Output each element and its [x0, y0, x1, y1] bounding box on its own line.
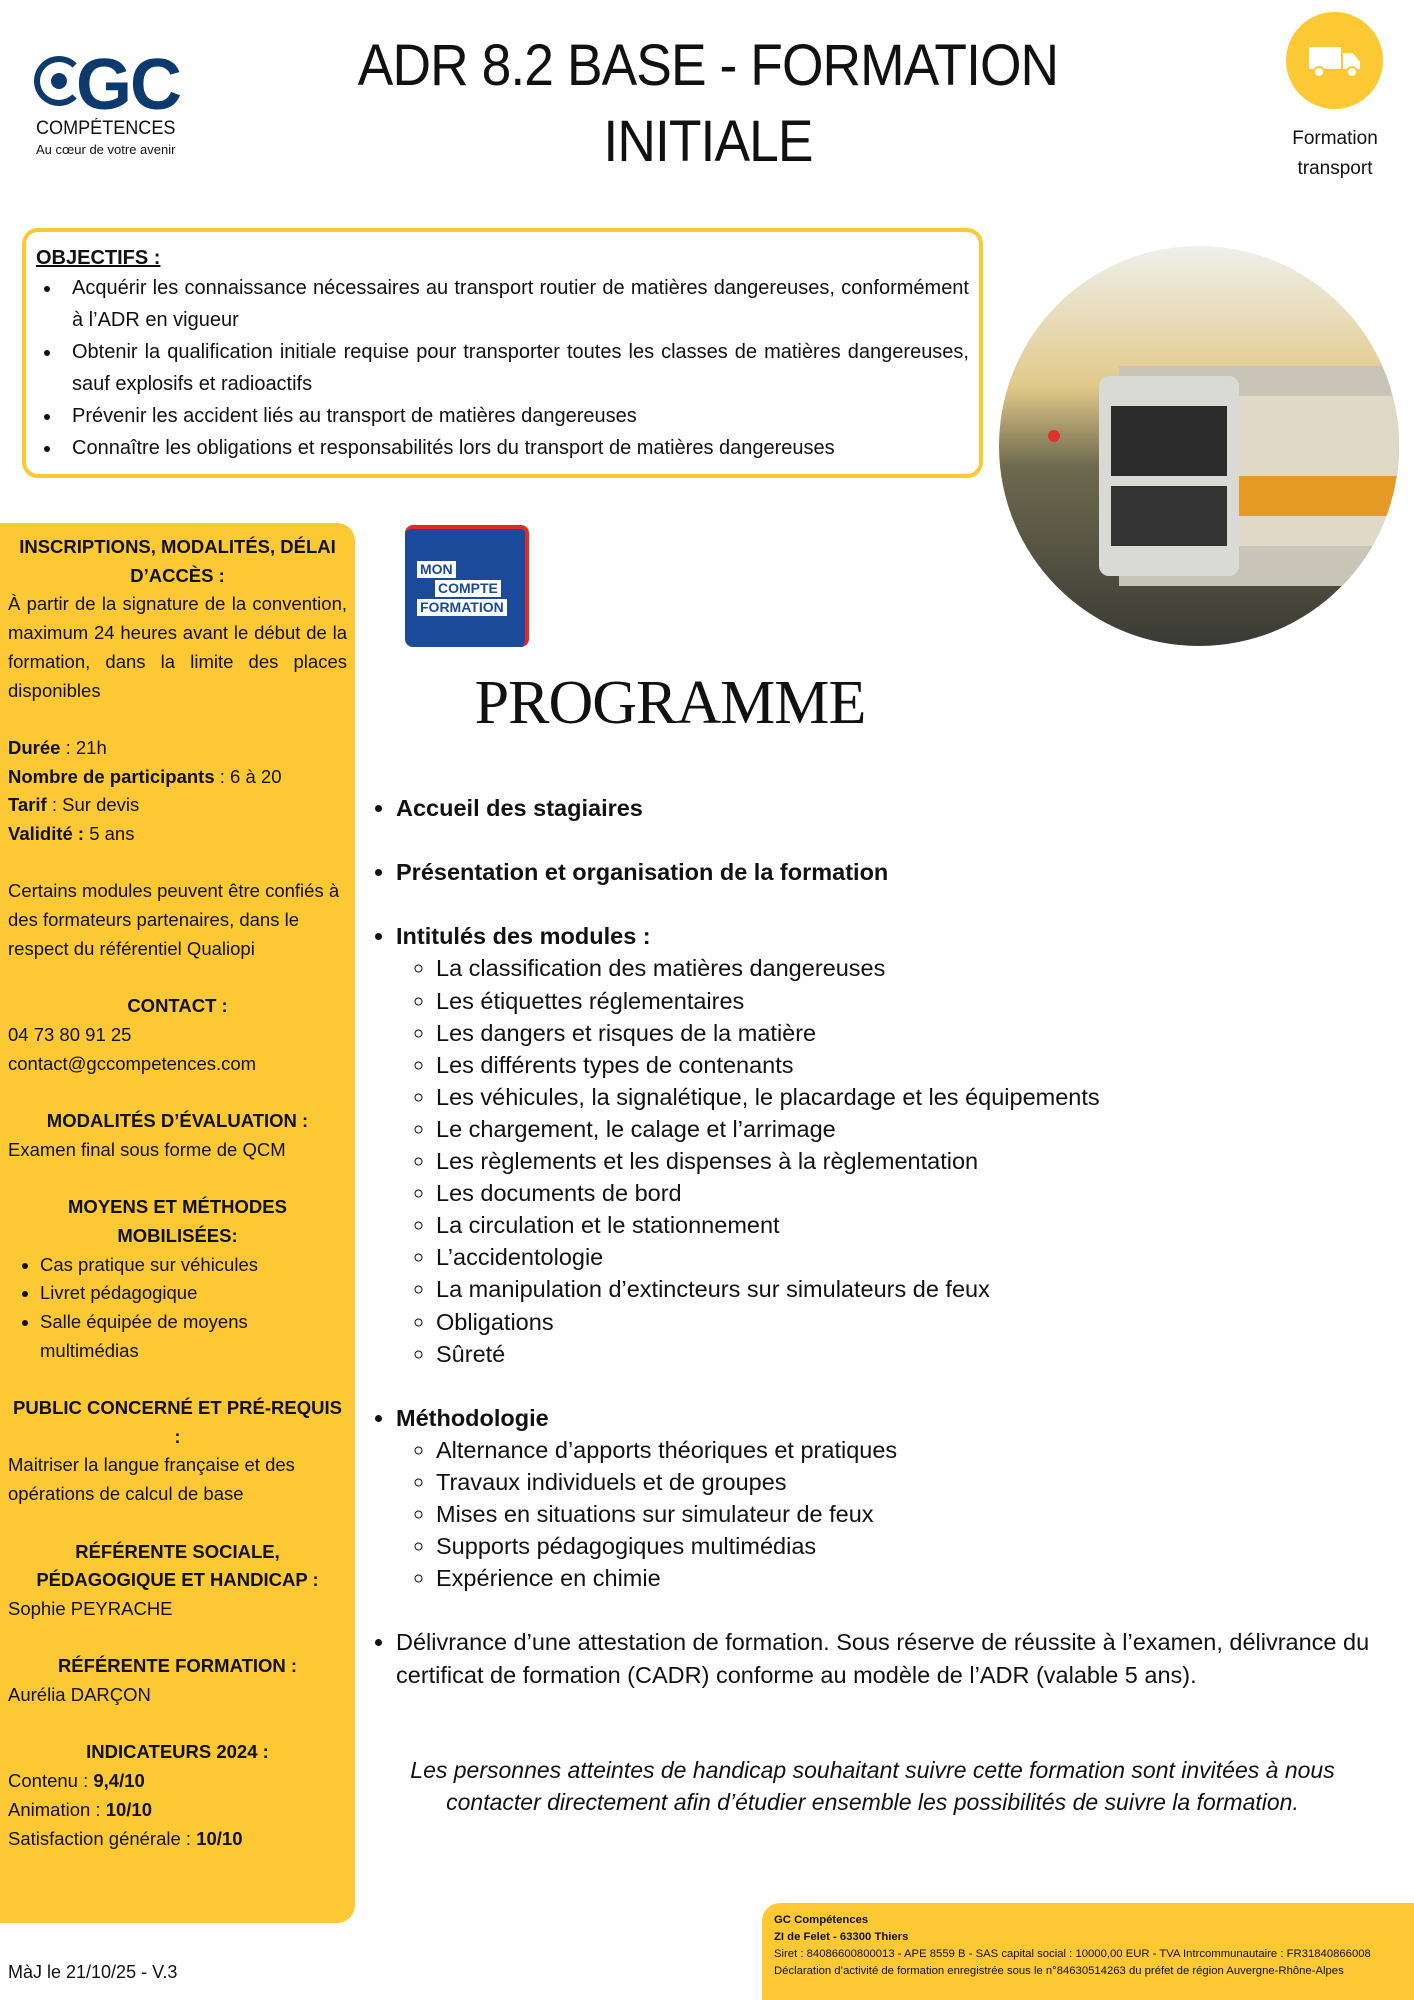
inscriptions-text: À partir de la signature de la convention, maximum 24 heures avant le début de la formation, dans la limite des places disponibles — [8, 593, 347, 701]
modules-item: ◦ Le chargement, le calage et l’arrimage — [436, 1113, 1406, 1145]
modules-item: ◦ L’accidentologie — [436, 1241, 1406, 1273]
gc-competences-logo — [32, 45, 217, 162]
truck-icon — [1286, 12, 1383, 109]
ref-formation-title: RÉFÉRENTE FORMATION : — [57, 1655, 298, 1677]
version-label: MàJ le 21/10/25 - V.3 — [8, 1962, 178, 1982]
contact-title: CONTACT : — [127, 995, 228, 1017]
indicator-contenu: Contenu : 9,4/10 — [8, 1770, 145, 1792]
moyens-item: • Salle équipée de moyens multimédias — [40, 1308, 347, 1365]
public-title: PUBLIC CONCERNÉ ET PRÉ-REQUIS : — [13, 1397, 342, 1447]
modules-item: ◦ Les dangers et risques de la matière — [436, 1017, 1406, 1049]
contact-phone[interactable]: 04 73 80 91 25 — [8, 1023, 132, 1045]
methodo-item: ◦ Supports pédagogiques multimédias — [436, 1530, 1406, 1562]
modules-item: ◦ Les documents de bord — [436, 1177, 1406, 1209]
contact-email[interactable]: contact@gccompetences.com — [8, 1052, 257, 1074]
modules-item: ◦ Obligations — [436, 1306, 1406, 1338]
eval-text: Examen final sous forme de QCM — [8, 1138, 286, 1160]
inscriptions-title: INSCRIPTIONS, MODALITÉS, DÉLAI D’ACCÈS : — [19, 536, 336, 586]
programme-title: PROGRAMME — [474, 669, 866, 737]
objective-item: • Connaître les obligations et responsabilités lors du transport de matières dangereuses — [62, 432, 969, 464]
info-sidebar — [0, 523, 355, 1923]
methodo-item: ◦ Expérience en chimie — [436, 1562, 1406, 1594]
footer-legal-ids: Siret : 84086600800013 - APE 8559 B - SAS capital social : 10000,00 EUR - TVA Intrcommunautaire : FR31840866008 — [774, 1948, 1371, 1960]
moyens-title: MOYENS ET MÉTHODES MOBILISÉES: — [68, 1196, 287, 1246]
modules-item: ◦ La classification des matières dangereuses — [436, 952, 1406, 984]
indicator-satisfaction: Satisfaction générale : 10/10 — [8, 1827, 243, 1849]
programme-item: • Accueil des stagiaires — [396, 792, 1406, 824]
ref-sociale-title: RÉFÉRENTE SOCIALE, PÉDAGOGIQUE ET HANDICAP : — [36, 1540, 319, 1591]
logo-dot — [51, 73, 67, 89]
ref-sociale-name: Sophie PEYRACHE — [8, 1597, 173, 1619]
logo-brand: GC — [76, 45, 180, 125]
modules-item: ◦ La circulation et le stationnement — [436, 1209, 1406, 1241]
logo-name: COMPÉTENCES — [36, 118, 176, 139]
programme-item-methodologie: • Méthodologie ◦ Alternance d’apports théoriques et pratiques ◦ Travaux individuels et de groupes ◦ Mises en situations sur simulateur de feux ◦ Supports pédagogiques multimédias ◦ Expérience en chimie — [396, 1402, 1406, 1595]
mon-compte-formation-logo: MON COMPTE FORMATION — [405, 525, 529, 647]
programme-item-modules: • Intitulés des modules : ◦ La classification des matières dangereuses ◦ Les étiquettes réglementaires ◦ Les dangers et risques de la matière ◦ Les différents types de contenants ◦ Les véhicules, la signalétique, le placardage et les équipements ◦ Le chargement, le calage et l’arrimage ◦ Les règlements et les dispenses à la règlementation ◦ Les documents de bord ◦ La circulation et le stationnement ◦ L’accidentologie ◦ La manipulation d’extincteurs sur simulateurs de feux ◦ Obligations ◦ Sûreté — [396, 920, 1406, 1369]
participants: Nombre de participants : 6 à 20 — [8, 765, 282, 787]
methodo-item: ◦ Mises en situations sur simulateur de feux — [436, 1498, 1406, 1530]
indicators-title: INDICATEURS 2024 : — [86, 1741, 269, 1763]
page-title — [314, 28, 1102, 180]
public-text: Maitriser la langue française et des opérations de calcul de base — [8, 1454, 295, 1505]
footer-address: ZI de Felet - 63300 Thiers — [774, 1931, 909, 1943]
partners-text: Certains modules peuvent être confiés à des formateurs partenaires, dans le respect du référentiel Qualiopi — [8, 880, 340, 959]
tarif: Tarif : Sur devis — [8, 794, 140, 816]
programme-item: • Présentation et organisation de la formation — [396, 856, 1406, 888]
objective-item: • Prévenir les accident liés au transport de matières dangereuses — [62, 400, 969, 432]
objectives-title: OBJECTIFS : — [36, 247, 161, 269]
modules-item: ◦ Sûreté — [436, 1338, 1406, 1370]
objective-item: • Obtenir la qualification initiale requise pour transporter toutes les classes de matières dangereuses, sauf explosifs et radioactifs — [62, 336, 969, 400]
modules-item: ◦ La manipulation d’extincteurs sur simulateurs de feux — [436, 1273, 1406, 1305]
footer-company: GC Compétences — [774, 1914, 869, 1926]
tanker-truck-photo — [999, 246, 1399, 646]
methodo-item: ◦ Alternance d’apports théoriques et pratiques — [436, 1434, 1406, 1466]
category-label: Formation transport — [1292, 128, 1378, 179]
title-line-2: INITIALE — [603, 109, 813, 174]
moyens-item: • Cas pratique sur véhicules — [40, 1251, 347, 1280]
objective-item: • Acquérir les connaissance nécessaires au transport routier de matières dangereuses, conformément à l’ADR en vigueur — [62, 272, 969, 336]
modules-item: ◦ Les étiquettes réglementaires — [436, 985, 1406, 1017]
modules-item: ◦ Les différents types de contenants — [436, 1049, 1406, 1081]
handicap-note: Les personnes atteintes de handicap souhaitant suivre cette formation sont invitées à nous contacter directement afin d’étudier ensemble les possibilités de suivre la formation. — [410, 1757, 1335, 1815]
moyens-item: • Livret pédagogique — [40, 1279, 347, 1308]
methodo-item: ◦ Travaux individuels et de groupes — [436, 1466, 1406, 1498]
indicator-animation: Animation : 10/10 — [8, 1798, 152, 1820]
ref-formation-name: Aurélia DARÇON — [8, 1684, 151, 1705]
programme-list — [366, 792, 1406, 1691]
footer-declaration: Déclaration d’activité de formation enregistrée sous le n°84630514263 du préfet de région Auvergne-Rhône-Alpes — [774, 1965, 1344, 1977]
eval-title: MODALITÉS D’ÉVALUATION : — [46, 1110, 309, 1131]
modules-item: ◦ Les règlements et les dispenses à la règlementation — [436, 1145, 1406, 1177]
footer-legal — [762, 1903, 1414, 2000]
objectives-box — [22, 228, 983, 478]
duree: Durée : 21h — [8, 736, 107, 758]
title-line-1: ADR 8.2 BASE - FORMATION — [357, 33, 1059, 98]
validite: Validité : 5 ans — [8, 823, 135, 845]
programme-item-delivrance: • Délivrance d’une attestation de formation. Sous réserve de réussite à l’examen, délivrance du certificat de formation (CADR) conforme au modèle de l’ADR (valable 5 ans). — [396, 1626, 1406, 1690]
modules-item: ◦ Les véhicules, la signalétique, le placardage et les équipements — [436, 1081, 1406, 1113]
logo-tagline: Au cœur de votre avenir — [36, 142, 176, 157]
